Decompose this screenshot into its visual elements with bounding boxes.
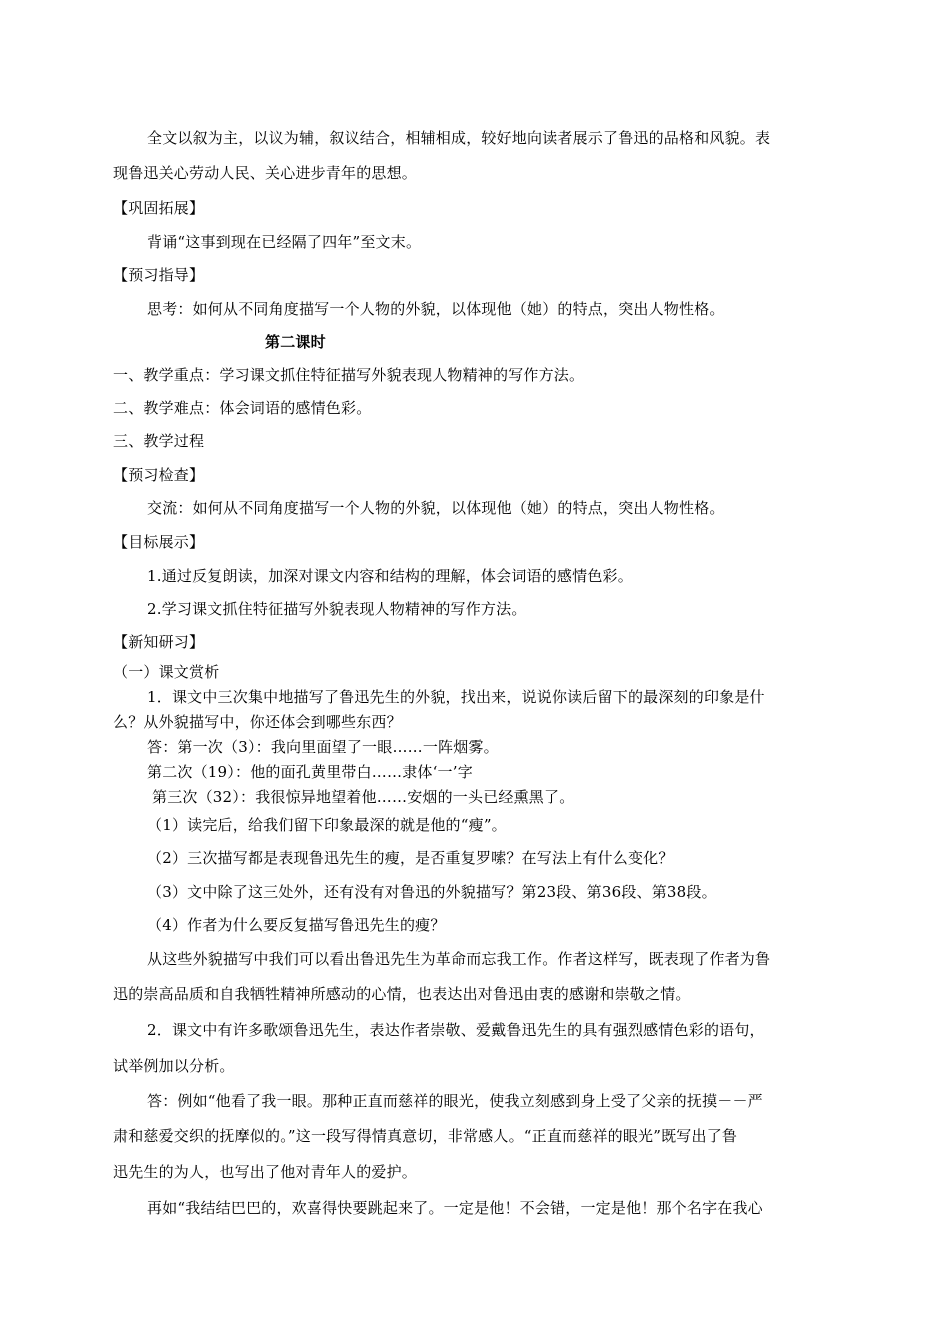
gonggu-text: 背诵“这事到现在已经隔了四年”至文末。	[147, 233, 422, 251]
section-heading-xinzhi: 【新知研习】	[113, 633, 205, 651]
section-heading-gonggu: 【巩固拓展】	[113, 199, 205, 217]
answer-line: 答：例如“他看了我一眼。那种正直而慈祥的眼光，使我立刻感到身上受了父亲的抚摸－－严	[147, 1092, 763, 1110]
question-line: 试举例加以分析。	[113, 1057, 235, 1075]
summary-paragraph-line: 全文以叙为主，以议为辅，叙议结合，相辅相成，较好地向读者展示了鲁迅的品格和风貌。表	[147, 129, 771, 147]
section-heading-mubiao: 【目标展示】	[113, 533, 205, 551]
answer-line: 第二次（19）：他的面孔黄里带白……隶体‘一’字	[147, 763, 473, 781]
sub-question: （3）文中除了这三处外，还有没有对鲁迅的外貌描写？第23段、第36段、第38段。	[147, 883, 717, 901]
subsection-heading: （一）课文赏析	[113, 663, 220, 681]
yuxi-zhidao-text: 思考：如何从不同角度描写一个人物的外貌，以体现他（她）的特点，突出人物性格。	[147, 300, 725, 318]
teaching-focus: 一、教学重点：学习课文抓住特征描写外貌表现人物精神的写作方法。	[113, 366, 585, 384]
answer-line: 答：第一次（3）：我向里面望了一眼……一阵烟雾。	[147, 738, 499, 756]
teaching-process: 三、教学过程	[113, 432, 205, 450]
answer-line: 第三次（32）：我很惊异地望着他……安烟的一头已经熏黑了。	[152, 788, 575, 806]
goal-item: 1.通过反复朗读，加深对课文内容和结构的理解，体会词语的感情色彩。	[147, 567, 633, 585]
teaching-difficulty: 二、教学难点：体会词语的感情色彩。	[113, 399, 372, 417]
question-line: 1．课文中三次集中地描写了鲁迅先生的外貌，找出来，说说你读后留下的最深刻的印象是什	[147, 688, 765, 706]
goal-item: 2.学习课文抓住特征描写外貌表现人物精神的写作方法。	[147, 600, 527, 618]
paragraph-line: 迅的崇高品质和自我牺牲精神所感动的心情，也表达出对鲁迅由衷的感谢和崇敬之情。	[113, 985, 691, 1003]
paragraph-line: 从这些外貌描写中我们可以看出鲁迅先生为革命而忘我工作。作者这样写，既表现了作者为鲁	[147, 950, 771, 968]
section-heading-yuxi-zhidao: 【预习指导】	[113, 266, 205, 284]
summary-paragraph-line: 现鲁迅关心劳动人民、关心进步青年的思想。	[113, 164, 418, 182]
answer-line: 迅先生的为人，也写出了他对青年人的爱护。	[113, 1163, 418, 1181]
question-line: 么？从外貌描写中，你还体会到哪些东西？	[113, 713, 402, 731]
sub-question: （4）作者为什么要反复描写鲁迅先生的瘦？	[147, 916, 446, 934]
sub-question: （2）三次描写都是表现鲁迅先生的瘦，是否重复罗嗦？在写法上有什么变化？	[147, 849, 674, 867]
lesson-title: 第二课时	[265, 333, 326, 351]
yuxi-jiancha-text: 交流：如何从不同角度描写一个人物的外貌，以体现他（她）的特点，突出人物性格。	[147, 499, 725, 517]
answer-line: 肃和慈爱交织的抚摩似的。”这一段写得情真意切，非常感人。“正直而慈祥的眼光”既写出了鲁	[113, 1127, 738, 1145]
question-line: 2．课文中有许多歌颂鲁迅先生，表达作者崇敬、爱戴鲁迅先生的具有强烈感情色彩的语句，	[147, 1021, 765, 1039]
answer-line: 再如“我结结巴巴的，欢喜得快要跳起来了。一定是他！不会错，一定是他！那个名字在我心	[147, 1199, 763, 1217]
sub-question: （1）读完后，给我们留下印象最深的就是他的“瘦”。	[147, 816, 507, 834]
section-heading-yuxi-jiancha: 【预习检查】	[113, 466, 205, 484]
